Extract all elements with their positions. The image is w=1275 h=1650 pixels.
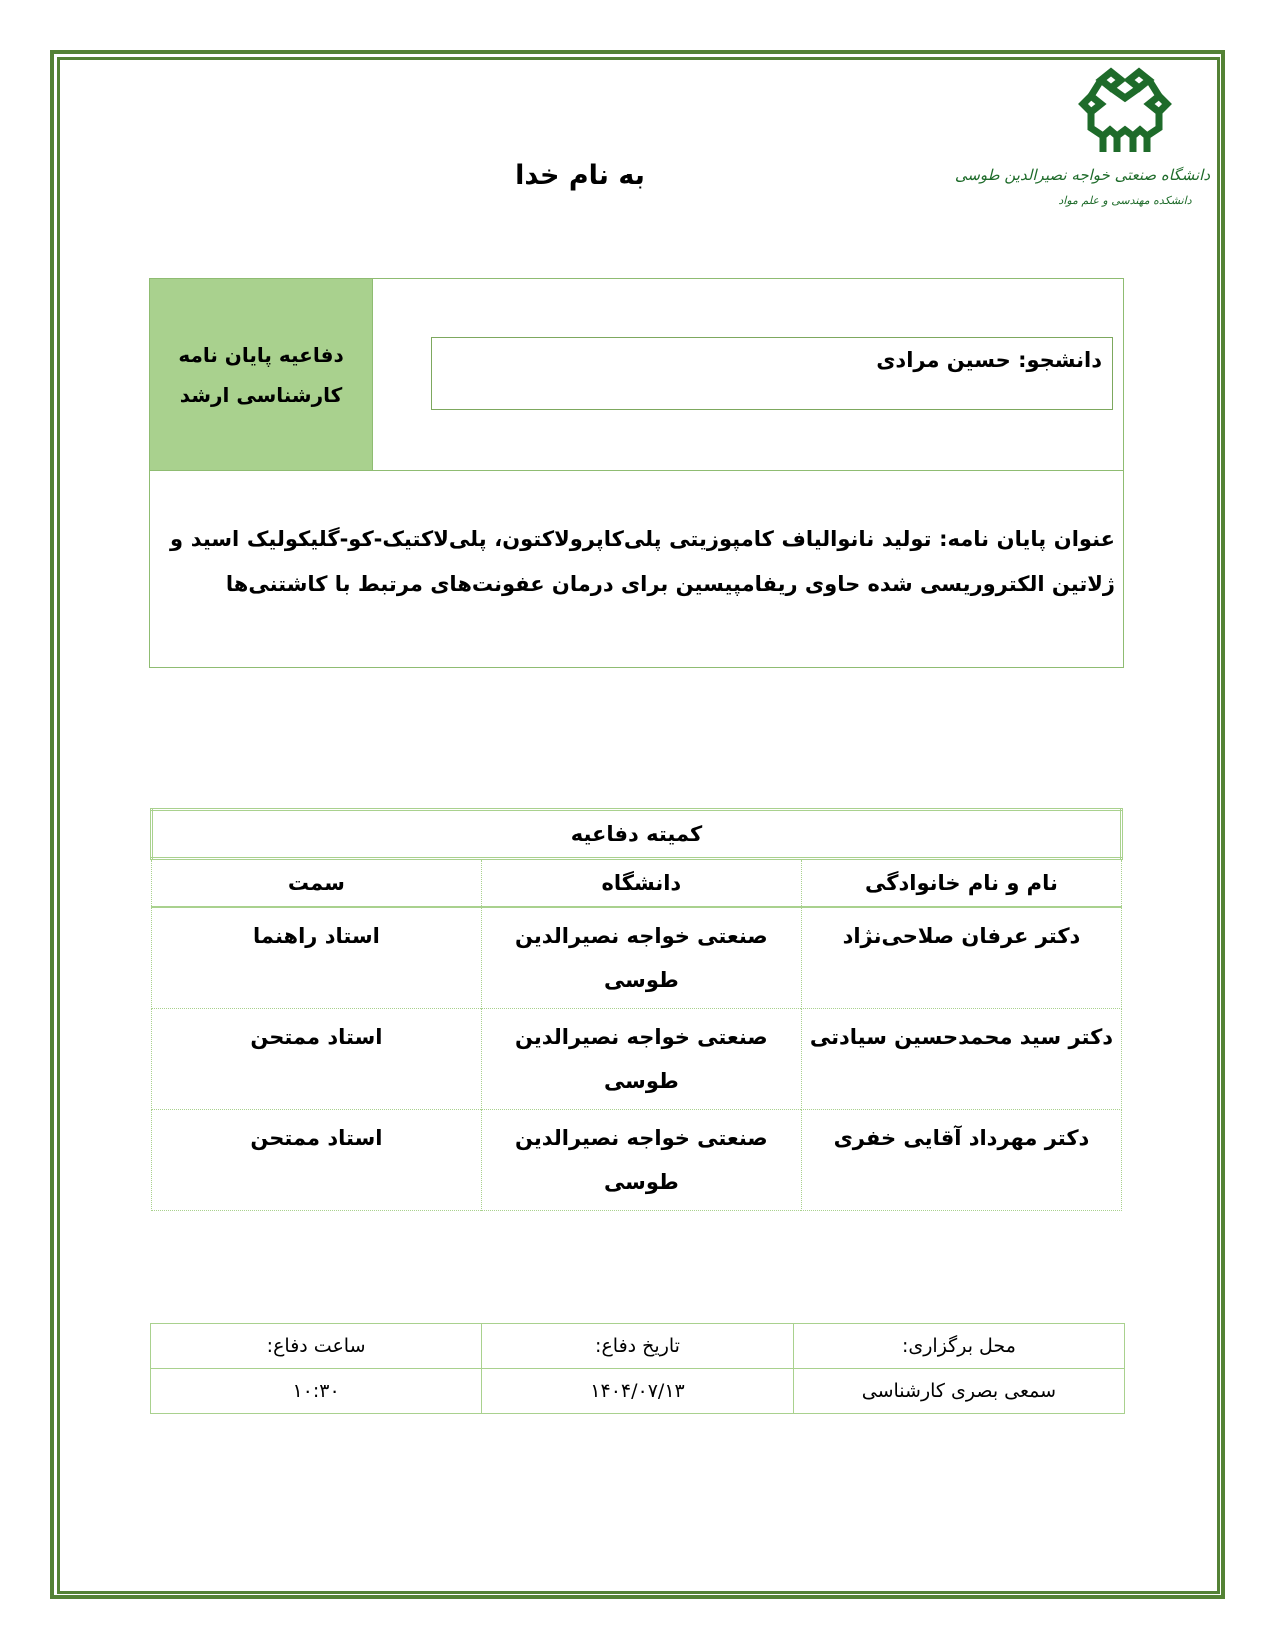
date-value: ۱۴۰۴/۰۷/۱۳ — [482, 1369, 794, 1414]
member-role: استاد راهنما — [152, 907, 482, 1009]
committee-caption: کمیته دفاعیه — [152, 810, 1122, 859]
time-value: ۱۰:۳۰ — [151, 1369, 482, 1414]
meta-label-row — [151, 1324, 1125, 1369]
table-row — [152, 907, 1122, 1009]
member-name: دکتر مهرداد آقایی خفری — [801, 1110, 1121, 1211]
university-name: دانشگاه صنعتی خواجه نصیرالدین طوسی — [954, 166, 1210, 184]
member-name: دکتر سید محمدحسین سیادتی — [801, 1009, 1121, 1110]
student-box — [431, 337, 1113, 410]
member-university: صنعتی خواجه نصیرالدین طوسی — [481, 1110, 801, 1211]
committee-table — [150, 808, 1123, 1211]
column-header-name: نام و نام خانوادگی — [801, 859, 1121, 908]
meta-value-row — [151, 1369, 1125, 1414]
defense-type-line1: دفاعیه پایان نامه — [178, 342, 344, 367]
member-university: صنعتی خواجه نصیرالدین طوسی — [481, 1009, 801, 1110]
table-row — [152, 1110, 1122, 1211]
page-title: به نام خدا — [515, 160, 645, 191]
column-header-role: سمت — [152, 859, 482, 908]
defense-type-cell — [150, 279, 373, 470]
row-divider — [150, 470, 1123, 471]
venue-value: سمعی بصری کارشناسی — [793, 1369, 1124, 1414]
committee-header-row — [152, 859, 1122, 908]
university-logo — [954, 66, 1210, 241]
date-label: تاریخ دفاع: — [482, 1324, 794, 1369]
student-name: دانشجو: حسین مرادی — [876, 348, 1102, 372]
table-row — [152, 1009, 1122, 1110]
committee-caption-row — [152, 810, 1122, 859]
thesis-title: عنوان پایان نامه: تولید نانوالیاف کامپوزیتی پلی‌کاپرولاکتون، پلی‌لاکتیک-کو-گلیکولیک اسید و ژلاتین الکتروریسی شده حاوی ریفامپیسین برای درمان عفونت‌های مرتبط با کاشتنی‌ها — [170, 527, 1115, 596]
member-name: دکتر عرفان صلاحی‌نژاد — [801, 907, 1121, 1009]
defense-info-box — [149, 278, 1124, 668]
faculty-name: دانشکده مهندسی و علم مواد — [1058, 194, 1192, 207]
defense-meta-table — [150, 1323, 1125, 1414]
defense-type-line2: کارشناسی ارشد — [179, 382, 343, 407]
column-header-university: دانشگاه — [481, 859, 801, 908]
member-university: صنعتی خواجه نصیرالدین طوسی — [481, 907, 801, 1009]
member-role: استاد ممتحن — [152, 1110, 482, 1211]
university-logo-icon — [1077, 66, 1173, 158]
venue-label: محل برگزاری: — [793, 1324, 1124, 1369]
member-role: استاد ممتحن — [152, 1009, 482, 1110]
time-label: ساعت دفاع: — [151, 1324, 482, 1369]
